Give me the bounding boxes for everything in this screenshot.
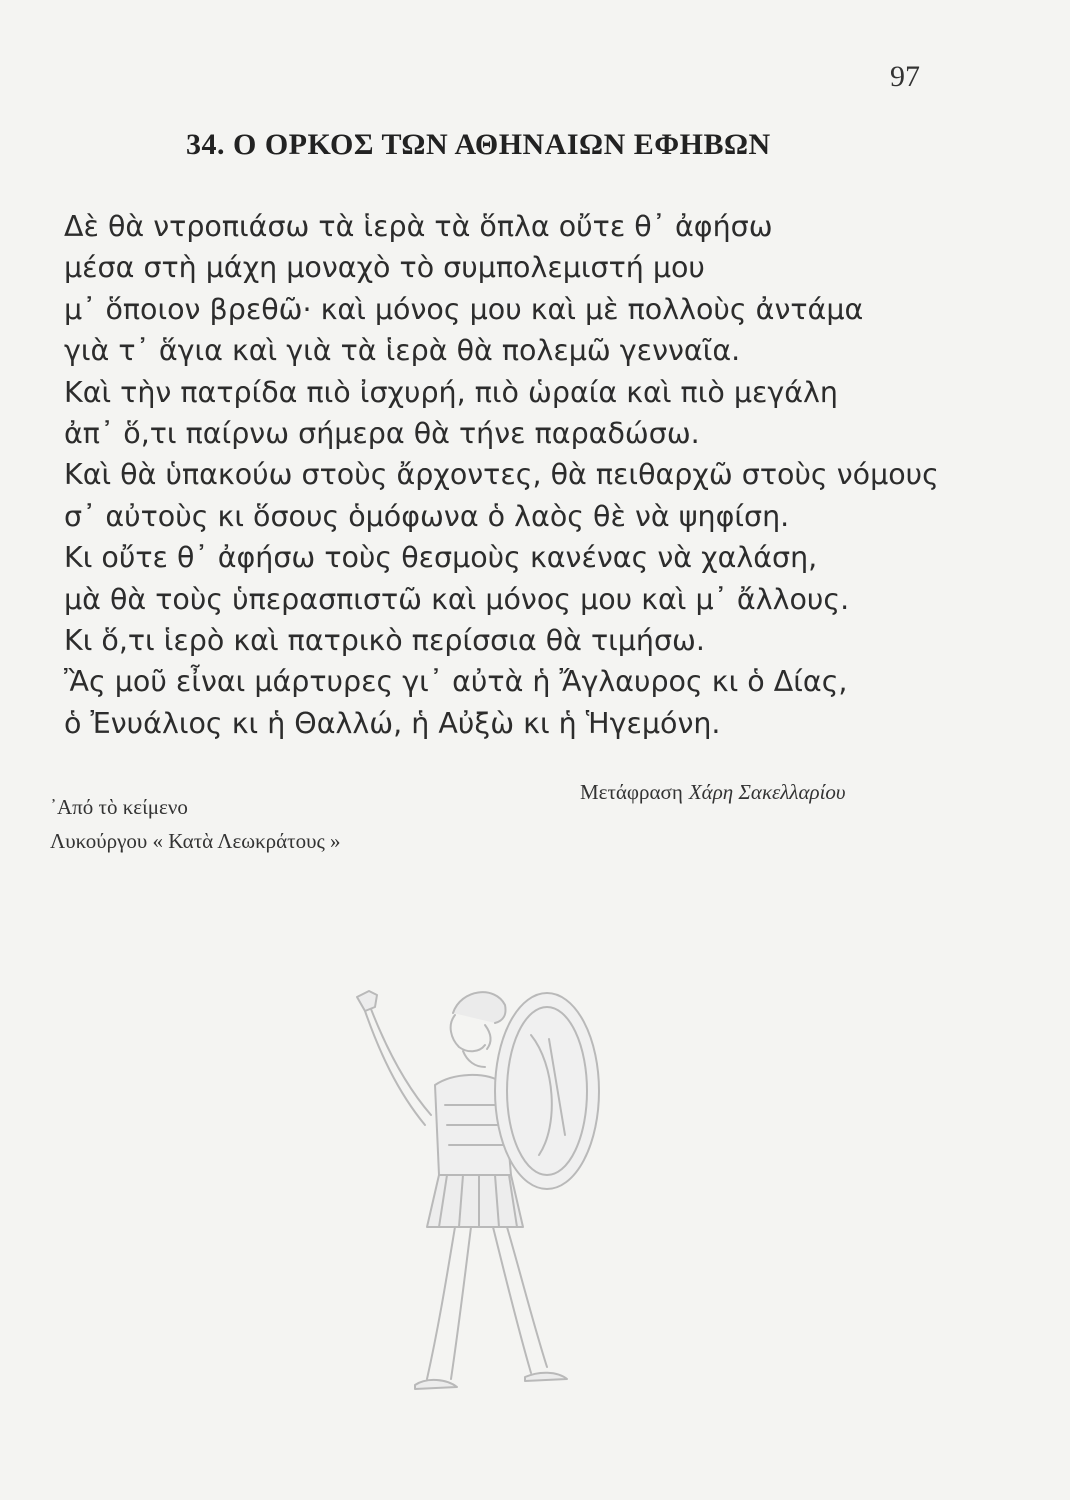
poem-line: μ᾿ ὅποιον βρεθῶ· καὶ μόνος μου καὶ μὲ πολλοὺς ἀντάμα	[64, 292, 864, 326]
poem-line: ὁ Ἐνυάλιος κι ἡ Θαλλώ, ἡ Αὐξὼ κι ἡ Ἡγεμόνη.	[64, 706, 721, 740]
poem	[64, 206, 944, 744]
poem-line: γιὰ τ᾿ ἅγια καὶ γιὰ τὰ ἱερὰ θὰ πολεμῶ γενναῖα.	[64, 334, 741, 368]
poem-line: σ᾿ αὐτοὺς κι ὅσους ὁμόφωνα ὁ λαὸς θὲ νὰ ψηφίση.	[64, 499, 790, 533]
page-title: 34. Ο ΟΡΚΟΣ ΤΩΝ ΑΘΗΝΑΙΩΝ ΕΦΗΒΩΝ	[186, 128, 771, 161]
poem-line: Κι ὅ,τι ἱερὸ καὶ πατρικὸ περίσσια θὰ τιμήσω.	[64, 623, 705, 657]
translator-credit	[580, 780, 846, 805]
poem-line: Ἂς μοῦ εἶναι μάρτυρες γι᾿ αὐτὰ ἡ Ἄγλαυρος κι ὁ Δίας,	[64, 665, 848, 699]
poem-line: Καὶ θὰ ὑπακούω στοὺς ἄρχοντες, θὰ πειθαρχῶ στοὺς νόμους	[64, 458, 939, 492]
poem-line: μέσα στὴ μάχη μοναχὸ τὸ συμπολεμιστή μου	[64, 251, 705, 285]
hoplite-warrior-illustration-icon	[335, 975, 615, 1415]
poem-line: Δὲ θὰ ντροπιάσω τὰ ἱερὰ τὰ ὅπλα οὔτε θ᾿ ἀφήσω	[64, 210, 773, 243]
translator-name: Χάρη Σακελλαρίου	[688, 780, 846, 804]
translation-label: Μετάφραση	[580, 780, 683, 804]
page-number: 97	[890, 60, 920, 93]
source-line: Λυκούργου « Κατὰ Λεωκράτους »	[50, 829, 341, 853]
source-line: ᾿Από τὸ κείμενο	[50, 795, 188, 819]
poem-line: Καὶ τὴν πατρίδα πιὸ ἰσχυρή, πιὸ ὡραία καὶ πιὸ μεγάλη	[64, 375, 838, 409]
source-citation	[50, 790, 341, 858]
poem-line: Κι οὔτε θ᾿ ἀφήσω τοὺς θεσμοὺς κανένας νὰ χαλάση,	[64, 541, 818, 575]
poem-line: ἀπ᾿ ὅ,τι παίρνω σήμερα θὰ τήνε παραδώσω.	[64, 416, 700, 450]
poem-line: μὰ θὰ τοὺς ὑπερασπιστῶ καὶ μόνος μου καὶ μ᾿ ἄλλους.	[64, 582, 850, 616]
